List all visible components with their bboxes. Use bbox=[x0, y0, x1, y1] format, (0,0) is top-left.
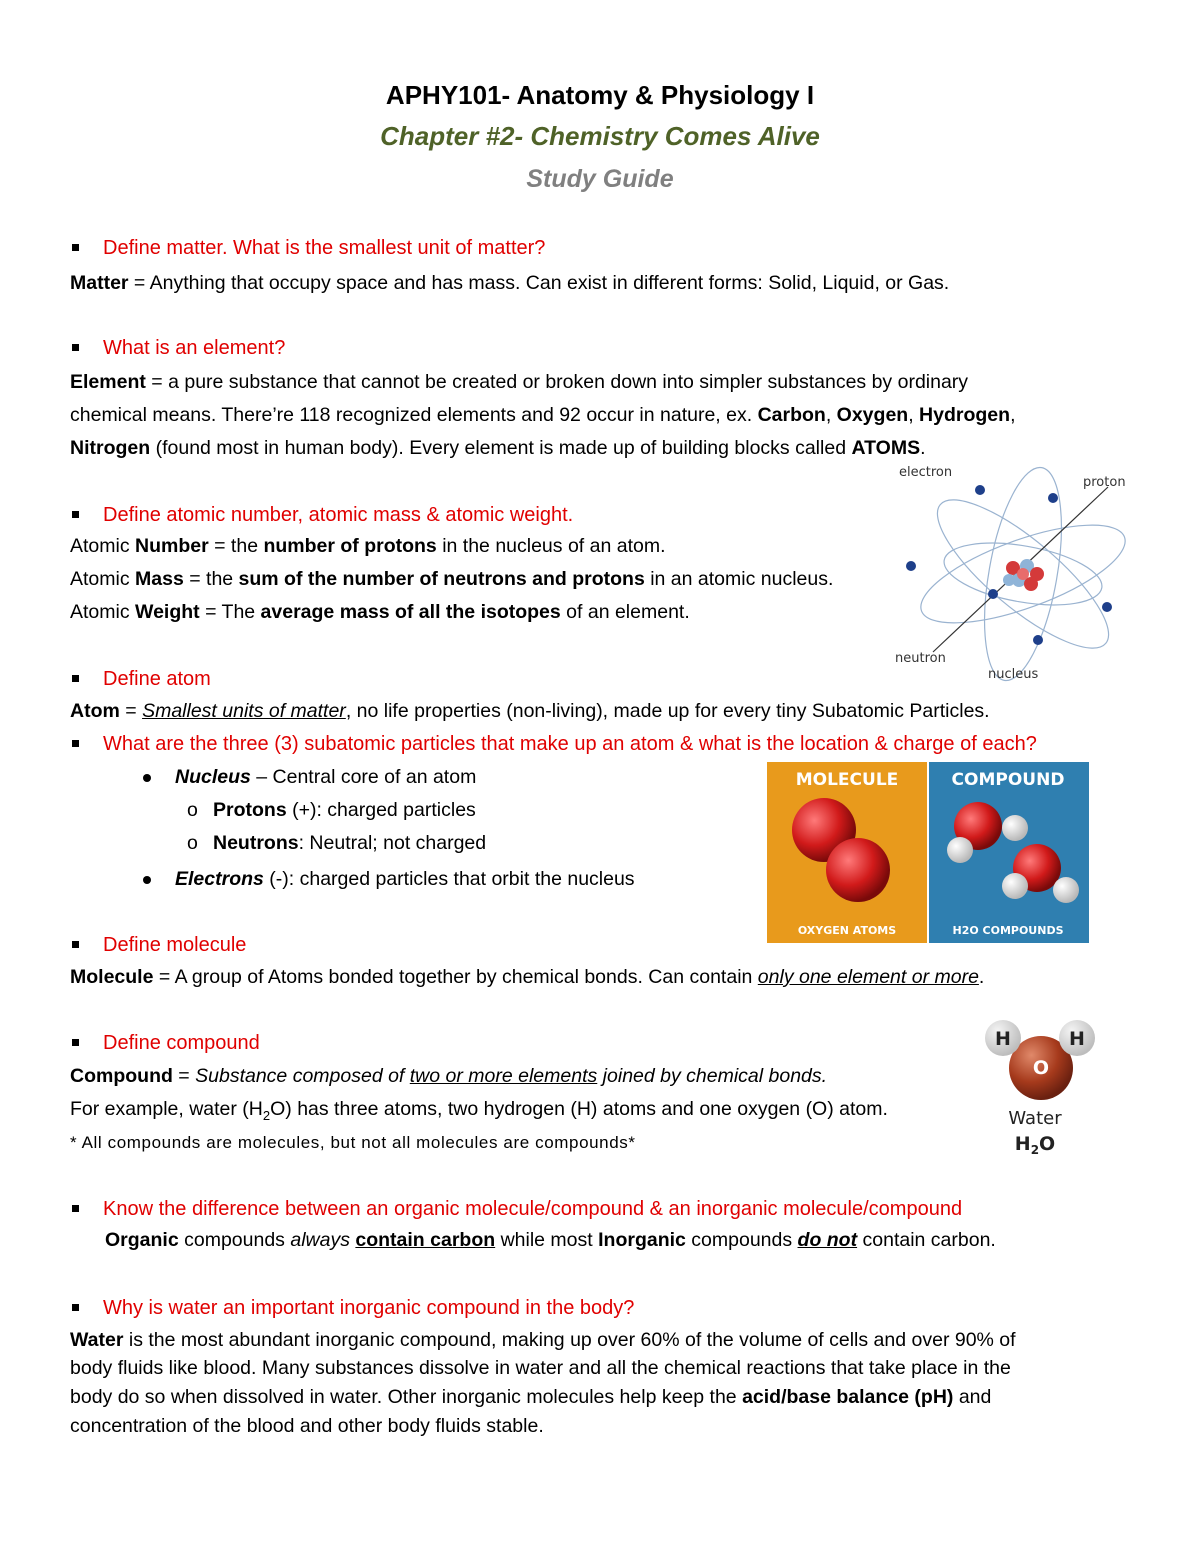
answer-element-line2: chemical means. There’re 118 recognized elements and 92 occur in nature, ex. Carbon, Oxygen, Hydrogen, bbox=[70, 404, 1016, 426]
square-bullet-icon bbox=[72, 1205, 79, 1212]
question-organic-inorganic: Know the difference between an organic molecule/compound & an inorganic molecule/compound bbox=[70, 1196, 962, 1222]
compound-label: COMPOUND bbox=[951, 770, 1065, 790]
study-guide-subtitle: Study Guide bbox=[526, 165, 674, 193]
list-item-protons: o Protons (+): charged particles bbox=[187, 799, 476, 821]
molecule-label: MOLECULE bbox=[795, 770, 899, 790]
answer-atomic-weight: Atomic Weight = The average mass of all the isotopes of an element. bbox=[70, 601, 690, 623]
square-bullet-icon bbox=[72, 511, 79, 518]
answer-atomic-number: Atomic Number = the number of protons in the nucleus of an atom. bbox=[70, 535, 666, 557]
question-matter: Define matter. What is the smallest unit of matter? bbox=[70, 235, 545, 261]
bullet-icon bbox=[143, 774, 151, 782]
answer-organic-inorganic: Organic compounds always contain carbon while most Inorganic compounds do not contain carbon. bbox=[105, 1229, 996, 1251]
question-element: What is an element? bbox=[70, 335, 285, 361]
question-atomic-number: Define atomic number, atomic mass & atomic weight. bbox=[70, 502, 573, 528]
answer-molecule: Molecule = A group of Atoms bonded together by chemical bonds. Can contain only one element or more. bbox=[70, 966, 985, 988]
answer-water-line1: Water is the most abundant inorganic compound, making up over 60% of the volume of cells and over 90% of bbox=[70, 1329, 1016, 1351]
water-formula: $H_2O$ bbox=[1014, 1133, 1056, 1157]
answer-matter: Matter = Anything that occupy space and has mass. Can exist in different forms: Solid, Liquid, or Gas. bbox=[70, 272, 950, 294]
question-compound: Define compound bbox=[70, 1030, 260, 1056]
proton-label: proton bbox=[1083, 475, 1126, 490]
chapter-title: Chapter #2- Chemistry Comes Alive bbox=[380, 121, 820, 151]
answer-atom: Atom = Smallest units of matter, no life properties (non-living), made up for every tiny Subatomic Particles. bbox=[70, 700, 990, 722]
water-label: Water bbox=[1008, 1108, 1062, 1129]
list-item-neutrons: o Neutrons: Neutral; not charged bbox=[187, 832, 487, 854]
question-molecule: Define molecule bbox=[70, 932, 246, 958]
electron-label: electron bbox=[899, 465, 953, 480]
h2o-compounds-caption: H2O COMPOUNDS bbox=[952, 924, 1064, 937]
answer-compound: Compound = Substance composed of two or more elements joined by chemical bonds. bbox=[70, 1065, 828, 1087]
course-title: APHY101- Anatomy & Physiology I bbox=[385, 80, 815, 110]
question-subatomic: What are the three (3) subatomic particles that make up an atom & what is the location & charge of each? bbox=[70, 731, 1037, 757]
square-bullet-icon bbox=[72, 1304, 79, 1311]
hydrogen-atom-left: H bbox=[995, 1028, 1011, 1050]
compound-note: * All compounds are molecules, but not all molecules are compounds* bbox=[70, 1133, 636, 1152]
list-item-nucleus: Nucleus – Central core of an atom bbox=[143, 761, 476, 794]
answer-water-line3: body do so when dissolved in water. Other inorganic molecules help keep the acid/base balance (pH) and bbox=[70, 1386, 992, 1408]
square-bullet-icon bbox=[72, 344, 79, 351]
atom-diagram bbox=[893, 462, 1133, 690]
question-atom: Define atom bbox=[70, 666, 211, 692]
square-bullet-icon bbox=[72, 740, 79, 747]
water-molecule-image bbox=[982, 1018, 1100, 1158]
molecule-compound-image bbox=[767, 762, 1089, 943]
answer-water-line2: body fluids like blood. Many substances dissolve in water and all the chemical reactions that take place in the bbox=[70, 1357, 1011, 1379]
hydrogen-atom-right: H bbox=[1069, 1028, 1085, 1050]
question-water: Why is water an important inorganic compound in the body? bbox=[70, 1295, 634, 1321]
answer-element-line1: Element = a pure substance that cannot be created or broken down into simpler substances by ordinary bbox=[70, 371, 969, 393]
oxygen-atom: O bbox=[1032, 1057, 1050, 1079]
bullet-icon bbox=[143, 876, 151, 884]
square-bullet-icon bbox=[72, 941, 79, 948]
answer-element-line3: Nitrogen (found most in human body). Every element is made up of building blocks called ATOMS. bbox=[70, 437, 926, 459]
answer-compound-example: For example, water $(H_2O)$ has three atoms, two hydrogen (H) atoms and one oxygen (O) atom. bbox=[70, 1098, 888, 1123]
square-bullet-icon bbox=[72, 675, 79, 682]
answer-atomic-mass: Atomic Mass = the sum of the number of neutrons and protons in an atomic nucleus. bbox=[70, 568, 834, 590]
neutron-label: neutron bbox=[895, 651, 946, 666]
square-bullet-icon bbox=[72, 1039, 79, 1046]
square-bullet-icon bbox=[72, 244, 79, 251]
oxygen-atoms-caption: OXYGEN ATOMS bbox=[797, 924, 897, 937]
answer-water-line4: concentration of the blood and other body fluids stable. bbox=[70, 1415, 544, 1437]
list-item-electrons: Electrons (-): charged particles that orbit the nucleus bbox=[143, 863, 635, 896]
nucleus-label: nucleus bbox=[988, 667, 1039, 682]
